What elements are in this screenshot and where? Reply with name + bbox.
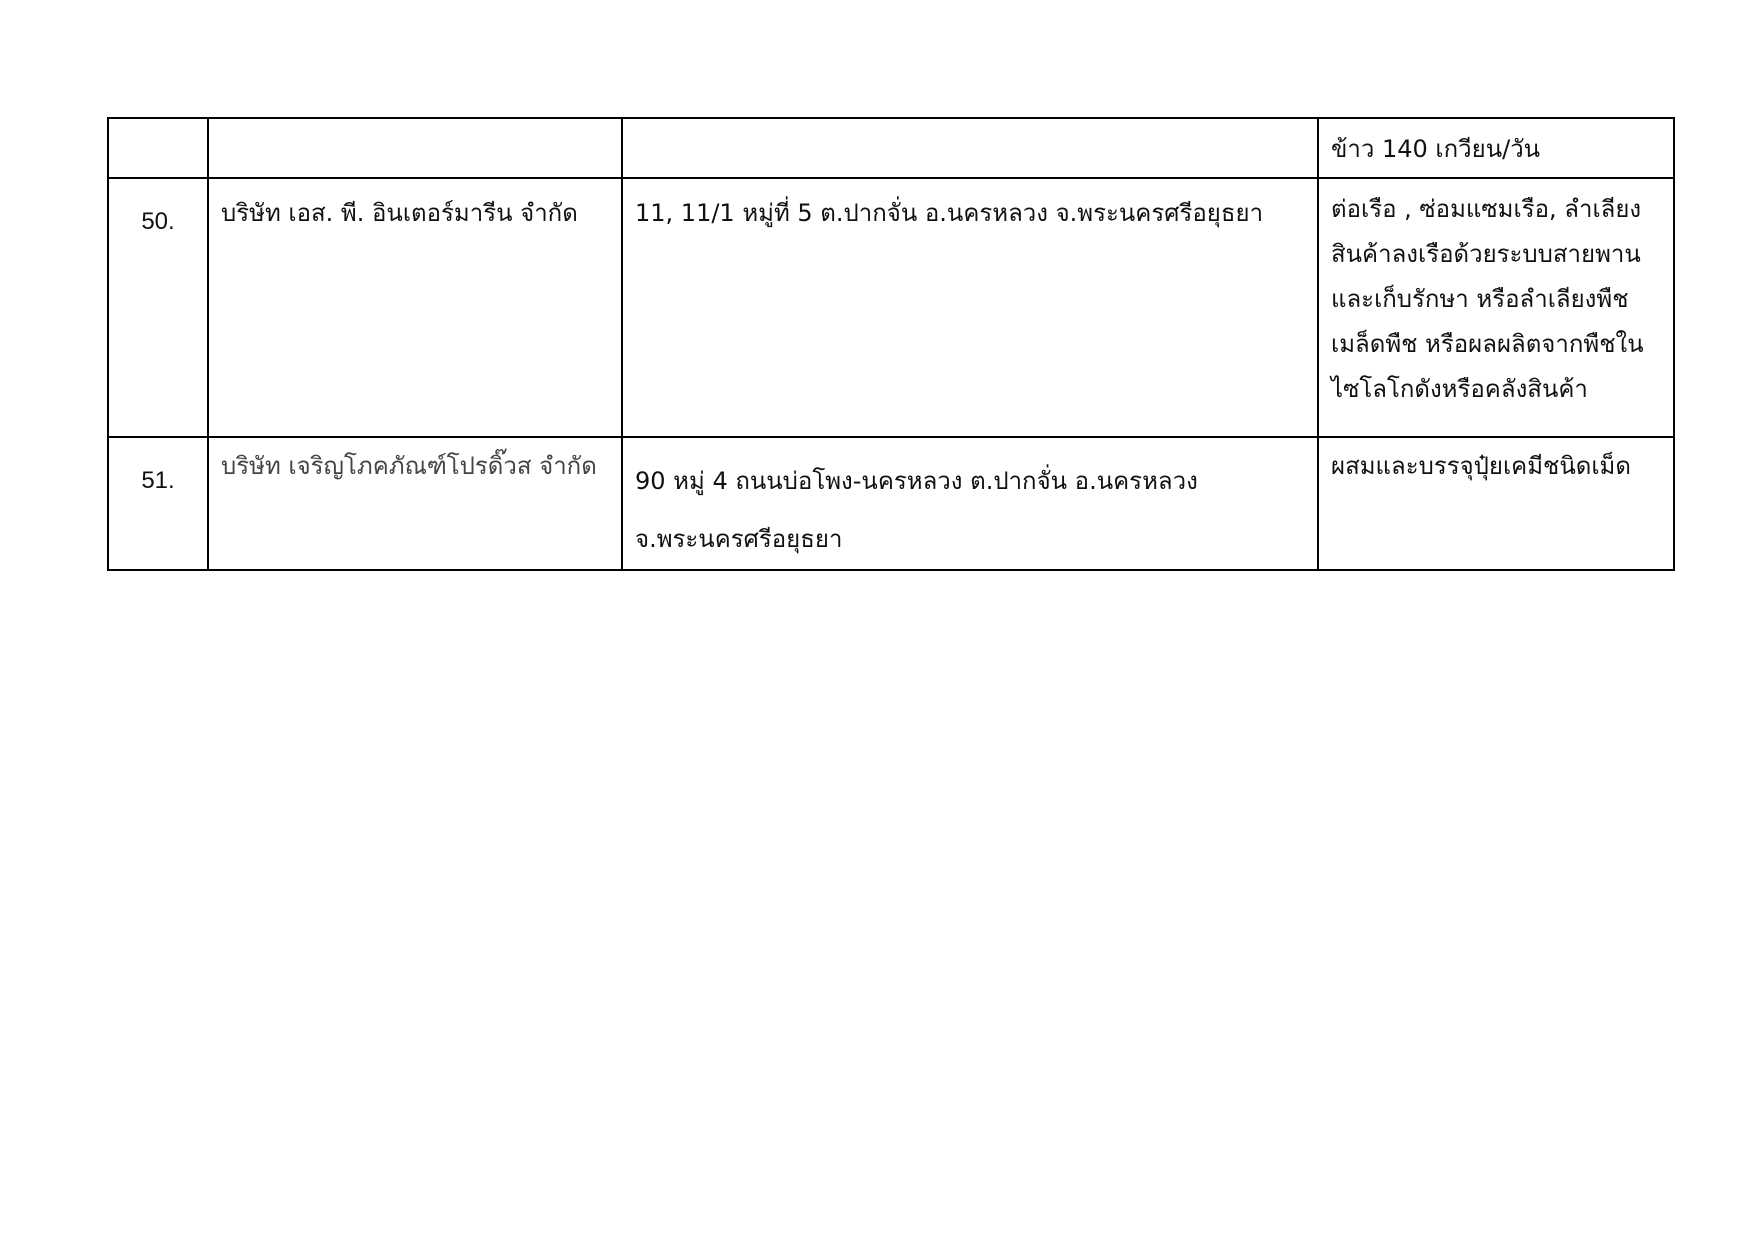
company-name-cell [208,118,622,178]
business-line: ต่อเรือ , ซ่อมแซมเรือ, ลำเลียง [1331,195,1642,223]
business-cell [1318,118,1674,178]
company-name-cell: บริษัท เจริญโภคภัณฑ์โปรดิ๊วส จำกัด [208,437,622,570]
address-line: 11, 11/1 หมู่ที่ 5 ต.ปากจั่น อ.นครหลวง จ.พระนครศรีอยุธยา [635,199,1264,227]
address-line: จ.พระนครศรีอยุธยา [635,525,843,553]
row-number-cell [108,118,208,178]
business-cell [1318,437,1674,570]
row-number-cell: 50. [108,178,208,437]
business-cell [1318,178,1674,437]
factory-list-table [107,117,1675,571]
row-number-cell: 51. [108,437,208,570]
business-line: สินค้าลงเรือด้วยระบบสายพาน [1331,240,1641,268]
address-cell [622,118,1318,178]
table-row-continuation [108,118,1674,178]
business-line: เมล็ดพืช หรือผลผลิตจากพืชใน [1331,330,1644,358]
business-line: ไซโลโกดังหรือคลังสินค้า [1331,375,1588,403]
business-line: ผสมและบรรจุปุ๋ยเคมีชนิดเม็ด [1331,452,1631,480]
table-row [108,178,1674,437]
table-row [108,437,1674,570]
address-line: 90 หมู่ 4 ถนนบ่อโพง-นครหลวง ต.ปากจั่น อ.นครหลวง [635,467,1198,495]
address-cell [622,178,1318,437]
business-line: และเก็บรักษา หรือลำเลียงพืช [1331,285,1629,313]
company-name-cell: บริษัท เอส. พี. อินเตอร์มารีน จำกัด [208,178,622,437]
business-line: ข้าว 140 เกวียน/วัน [1331,135,1541,163]
address-cell [622,437,1318,570]
